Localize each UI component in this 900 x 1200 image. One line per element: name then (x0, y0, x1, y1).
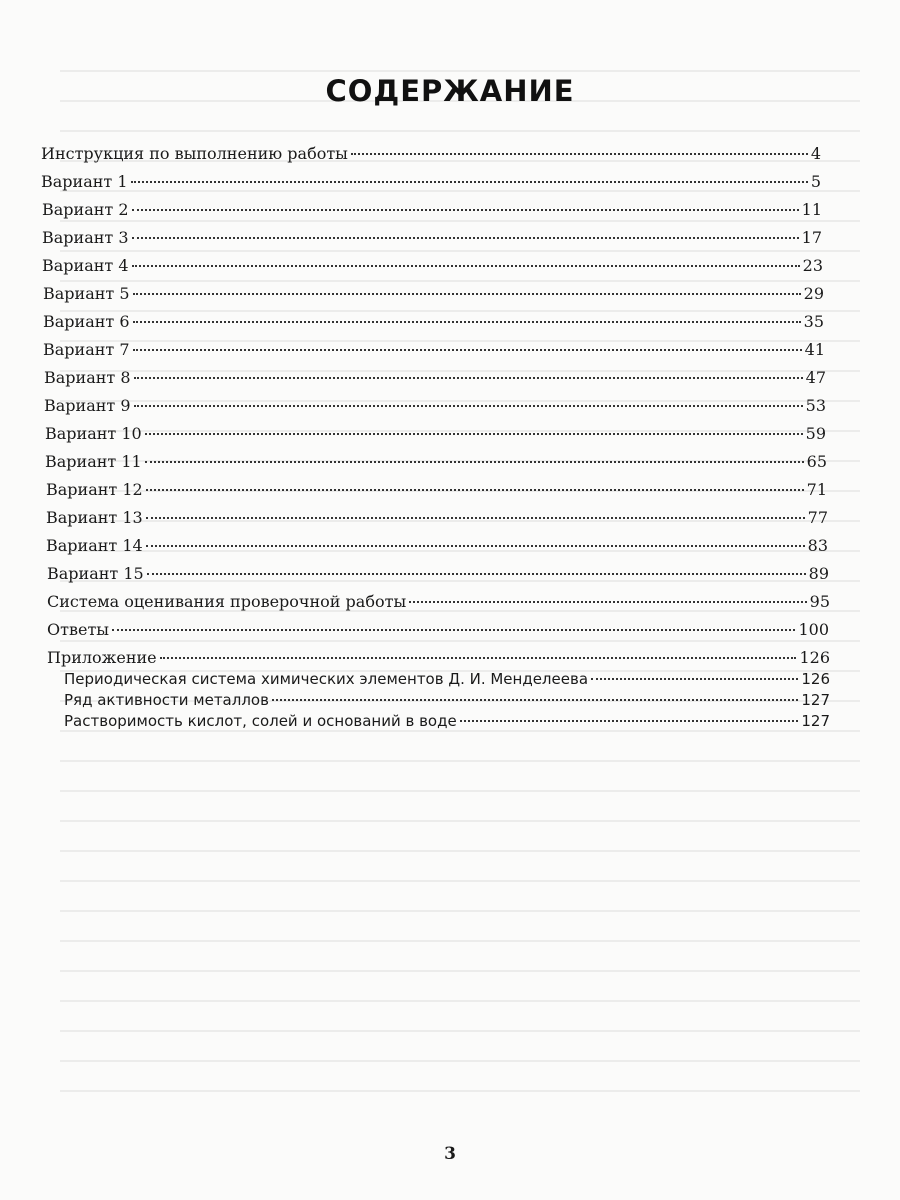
toc-entry-label: Вариант 13 (46, 508, 143, 527)
toc-entry-variant-11[interactable] (45, 452, 827, 472)
toc-entry-page: 83 (807, 536, 828, 555)
toc-entry-variant-3[interactable] (42, 228, 822, 248)
toc-entry-variant-4[interactable] (42, 256, 823, 276)
leader-dots (146, 489, 804, 491)
toc-entry-variant-8[interactable] (44, 368, 826, 388)
toc-entry-page: 35 (803, 312, 824, 331)
toc-subentry-label: Периодическая система химических элементов Д. И. Менделеева (64, 670, 589, 688)
toc-entry-page: 29 (803, 284, 824, 303)
toc-entry-instructions[interactable] (41, 144, 821, 164)
toc-subentry-page: 127 (801, 712, 830, 730)
toc-entry-page: 89 (808, 564, 829, 583)
toc-entry-page: 23 (802, 256, 823, 275)
toc-entry-label: Вариант 2 (42, 200, 129, 219)
toc-entry-label: Инструкция по выполнению работы (41, 144, 348, 163)
toc-entry-variant-7[interactable] (43, 340, 825, 360)
toc-entry-page: 53 (805, 396, 826, 415)
leader-dots (272, 699, 798, 701)
leader-dots (112, 629, 795, 631)
toc-entry-page: 5 (810, 172, 821, 191)
leader-dots (460, 720, 799, 722)
toc-entry-variant-14[interactable] (46, 536, 828, 556)
toc-entry-variant-9[interactable] (44, 396, 826, 416)
toc-entry-label: Вариант 3 (42, 228, 129, 247)
leader-dots (131, 181, 808, 183)
toc-entry-page: 4 (810, 144, 821, 163)
toc-entry-variant-6[interactable] (43, 312, 824, 332)
toc-entry-label: Вариант 9 (44, 396, 131, 415)
toc-entry-variant-1[interactable] (41, 172, 821, 192)
toc-entry-label: Система оценивания проверочной работы (47, 592, 407, 611)
toc-entry-page: 41 (804, 340, 825, 359)
toc-entry-page: 95 (809, 592, 830, 611)
page-title: СОДЕРЖАНИЕ (325, 74, 575, 108)
toc-entry-label: Вариант 12 (46, 480, 143, 499)
toc-entry-answers[interactable] (47, 620, 829, 640)
toc-entry-page: 126 (799, 648, 830, 667)
toc-entry-page: 65 (806, 452, 827, 471)
toc-entry-variant-15[interactable] (47, 564, 829, 584)
toc-entry-label: Вариант 5 (43, 284, 130, 303)
toc-entry-page: 71 (806, 480, 827, 499)
toc-entry-page: 11 (801, 200, 822, 219)
toc-entry-label: Вариант 15 (47, 564, 144, 583)
leader-dots (160, 657, 797, 659)
toc-subentry-metal-activity[interactable] (64, 690, 830, 710)
toc-entry-label: Вариант 7 (43, 340, 130, 359)
toc-entry-variant-13[interactable] (46, 508, 828, 528)
toc-subentry-label: Ряд активности металлов (64, 691, 269, 709)
toc-entry-label: Вариант 4 (42, 256, 129, 275)
leader-dots (133, 321, 801, 323)
toc-entry-page: 59 (805, 424, 826, 443)
leader-dots (132, 237, 799, 239)
toc-subentry-label: Растворимость кислот, солей и оснований в воде (64, 712, 457, 730)
toc-entry-page: 77 (807, 508, 828, 527)
toc-entry-label: Вариант 6 (43, 312, 130, 331)
leader-dots (145, 433, 803, 435)
page-number: 3 (444, 1144, 456, 1164)
toc-subentry-page: 127 (801, 691, 830, 709)
toc-subentry-page: 126 (801, 670, 830, 688)
toc-entry-page: 17 (801, 228, 822, 247)
toc-entry-variant-5[interactable] (43, 284, 824, 304)
toc-entry-variant-10[interactable] (45, 424, 826, 444)
leader-dots (134, 405, 803, 407)
leader-dots (591, 678, 798, 680)
leader-dots (134, 377, 803, 379)
toc-entry-label: Вариант 10 (45, 424, 142, 443)
leader-dots (145, 461, 804, 463)
toc-entry-label: Вариант 8 (44, 368, 131, 387)
toc-entry-page: 47 (805, 368, 826, 387)
leader-dots (146, 545, 805, 547)
toc-subentry-periodic-table[interactable] (64, 669, 830, 689)
leader-dots (351, 153, 808, 155)
toc-subentry-solubility[interactable] (64, 711, 830, 731)
toc-entry-label: Вариант 14 (46, 536, 143, 555)
leader-dots (132, 265, 800, 267)
leader-dots (409, 601, 806, 603)
leader-dots (133, 349, 802, 351)
toc-entry-label: Вариант 1 (41, 172, 128, 191)
toc-entry-variant-12[interactable] (46, 480, 827, 500)
toc-entry-page: 100 (798, 620, 829, 639)
toc-entry-label: Вариант 11 (45, 452, 142, 471)
toc-entry-variant-2[interactable] (42, 200, 822, 220)
toc-entry-grading-system[interactable] (47, 592, 830, 612)
toc-entry-appendix[interactable] (47, 648, 830, 668)
leader-dots (133, 293, 801, 295)
toc-entry-label: Приложение (47, 648, 157, 667)
leader-dots (132, 209, 799, 211)
leader-dots (147, 573, 806, 575)
leader-dots (146, 517, 805, 519)
toc-entry-label: Ответы (47, 620, 110, 639)
